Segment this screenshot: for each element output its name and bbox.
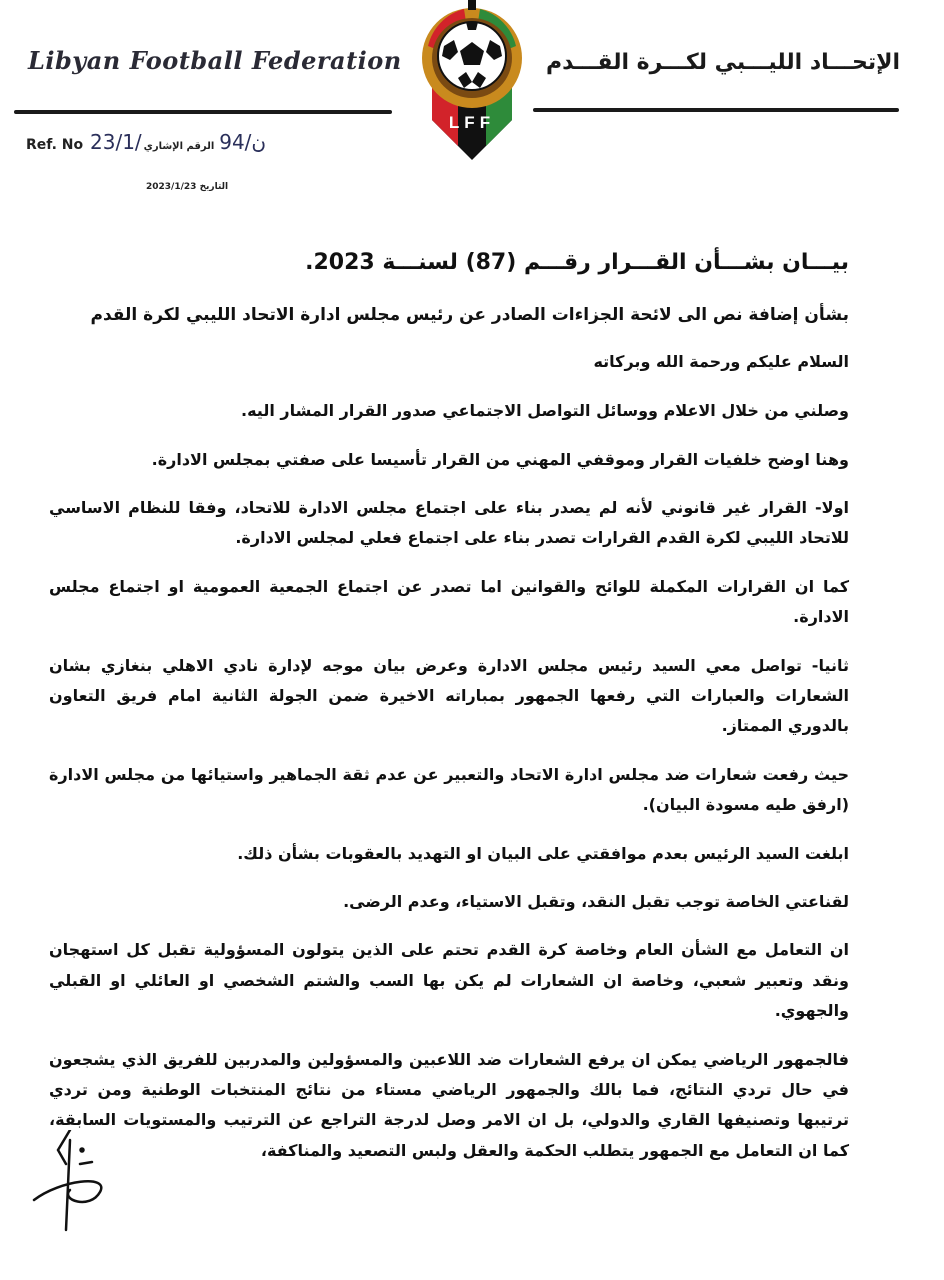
header-divider-left xyxy=(14,110,392,114)
greeting: السلام عليكم ورحمة الله وبركاته xyxy=(593,352,849,372)
statement-subject: بشأن إضافة نص الى لائحة الجزاءات الصادر عن رئيس مجلس ادارة الاتحاد الليبي لكرة القدم xyxy=(90,304,849,325)
reference-number xyxy=(26,130,268,154)
arabic-federation-name: الإتحـــاد الليـــبي لكـــرة القـــدم xyxy=(546,50,900,75)
english-federation-name: Libyan Football Federation xyxy=(28,46,402,75)
ref-number-handwritten: 23/1/ن/94 xyxy=(90,130,267,154)
football-patch xyxy=(466,22,478,30)
signature-stroke xyxy=(80,1162,92,1164)
letter-body xyxy=(49,248,849,1184)
paragraph: ان التعامل مع الشأن العام وخاصة كرة القدم تحتم على الذين يتولون المسؤولية تقبل كل استهجان ونقد وتعبير شعبي، وخاصة ان الشعارات لم يكن بها السب والشتم الشخصي او العائلي او القبلي والجهوي. xyxy=(49,940,849,1021)
signature-dot xyxy=(81,1149,84,1152)
header-divider-right xyxy=(533,108,899,112)
paragraph: فالجمهور الرياضي يمكن ان يرفع الشعارات ضد اللاعبين والمسؤولين والمدربين للفريق الذي يشجعون في حال تردي النتائج، فما بالك والجمهور الرياضي مستاء من نتائج المنتخبات الوطنية ومن تردي ترتيبها وتصنيفها القاري والدولي، بل ان الامر وصل لدرجة التراجع عن الترتيب والمستويات السابقة، كما ان التعامل مع الجمهور يتطلب الحكمة والعقل ولبس التصعيد والمناكفة، xyxy=(49,1049,849,1160)
handwritten-signature xyxy=(30,1130,140,1240)
logo-text: LFF xyxy=(448,113,496,132)
document-date xyxy=(146,182,228,192)
paragraph: لقناعتي الخاصة توجب تقبل النقد، وتقبل الاستياء، وعدم الرضى. xyxy=(343,891,849,911)
paragraph: كما ان القرارات المكملة للوائح والقوانين اما تصدر عن اجتماع الجمعية العمومية او اجتماع مجلس الادارة. xyxy=(49,576,849,627)
paragraph: وهنا اوضح خلفيات القرار وموقفي المهني من القرار تأسيسا على صفتي بمجلس الادارة. xyxy=(151,449,849,469)
date-value: 2023/1/23 xyxy=(146,182,197,192)
date-label-arabic: التاريخ xyxy=(199,182,229,192)
paragraph: اولا- القرار غير قانوني لأنه لم يصدر بناء على اجتماع مجلس الادارة للاتحاد، وفقا للنظام الاساسي للاتحاد الليبي لكرة القدم القرارات تصدر بناء على اجتماع فعلي لمجلس الادارة. xyxy=(49,498,849,548)
statement-title: بيـــان بشـــأن القـــرار رقـــم (87) لسنـــة 2023. xyxy=(305,250,849,275)
lff-logo xyxy=(414,0,530,162)
paragraph: حيث رفعت شعارات ضد مجلس ادارة الاتحاد والتعبير عن عدم ثقة الجماهير واستيائها من مجلس الادارة (ارفق طيه مسودة البيان). xyxy=(49,764,849,815)
paragraph: ثانيا- تواصل معي السيد رئيس مجلس الادارة وعرض بيان موجه لإدارة نادي الاهلي بنغازي بشان الشعارات والعبارات التي رفعها الجمهور بمباراته الاخيرة ضمن الجولة الثانية امام فريق التعاون بالدوري الممتاز. xyxy=(49,655,849,736)
ref-label-arabic: الرقم الإشاري xyxy=(143,141,215,152)
paragraph: ابلغت السيد الرئيس بعدم موافقتي على البيان او التهديد بالعقوبات بشأن ذلك. xyxy=(237,843,849,863)
ref-label: Ref. No xyxy=(26,137,84,153)
logo-top-mark xyxy=(468,0,476,10)
paragraph: وصلني من خلال الاعلام ووسائل التواصل الاجتماعي صدور القرار المشار اليه. xyxy=(241,401,849,421)
